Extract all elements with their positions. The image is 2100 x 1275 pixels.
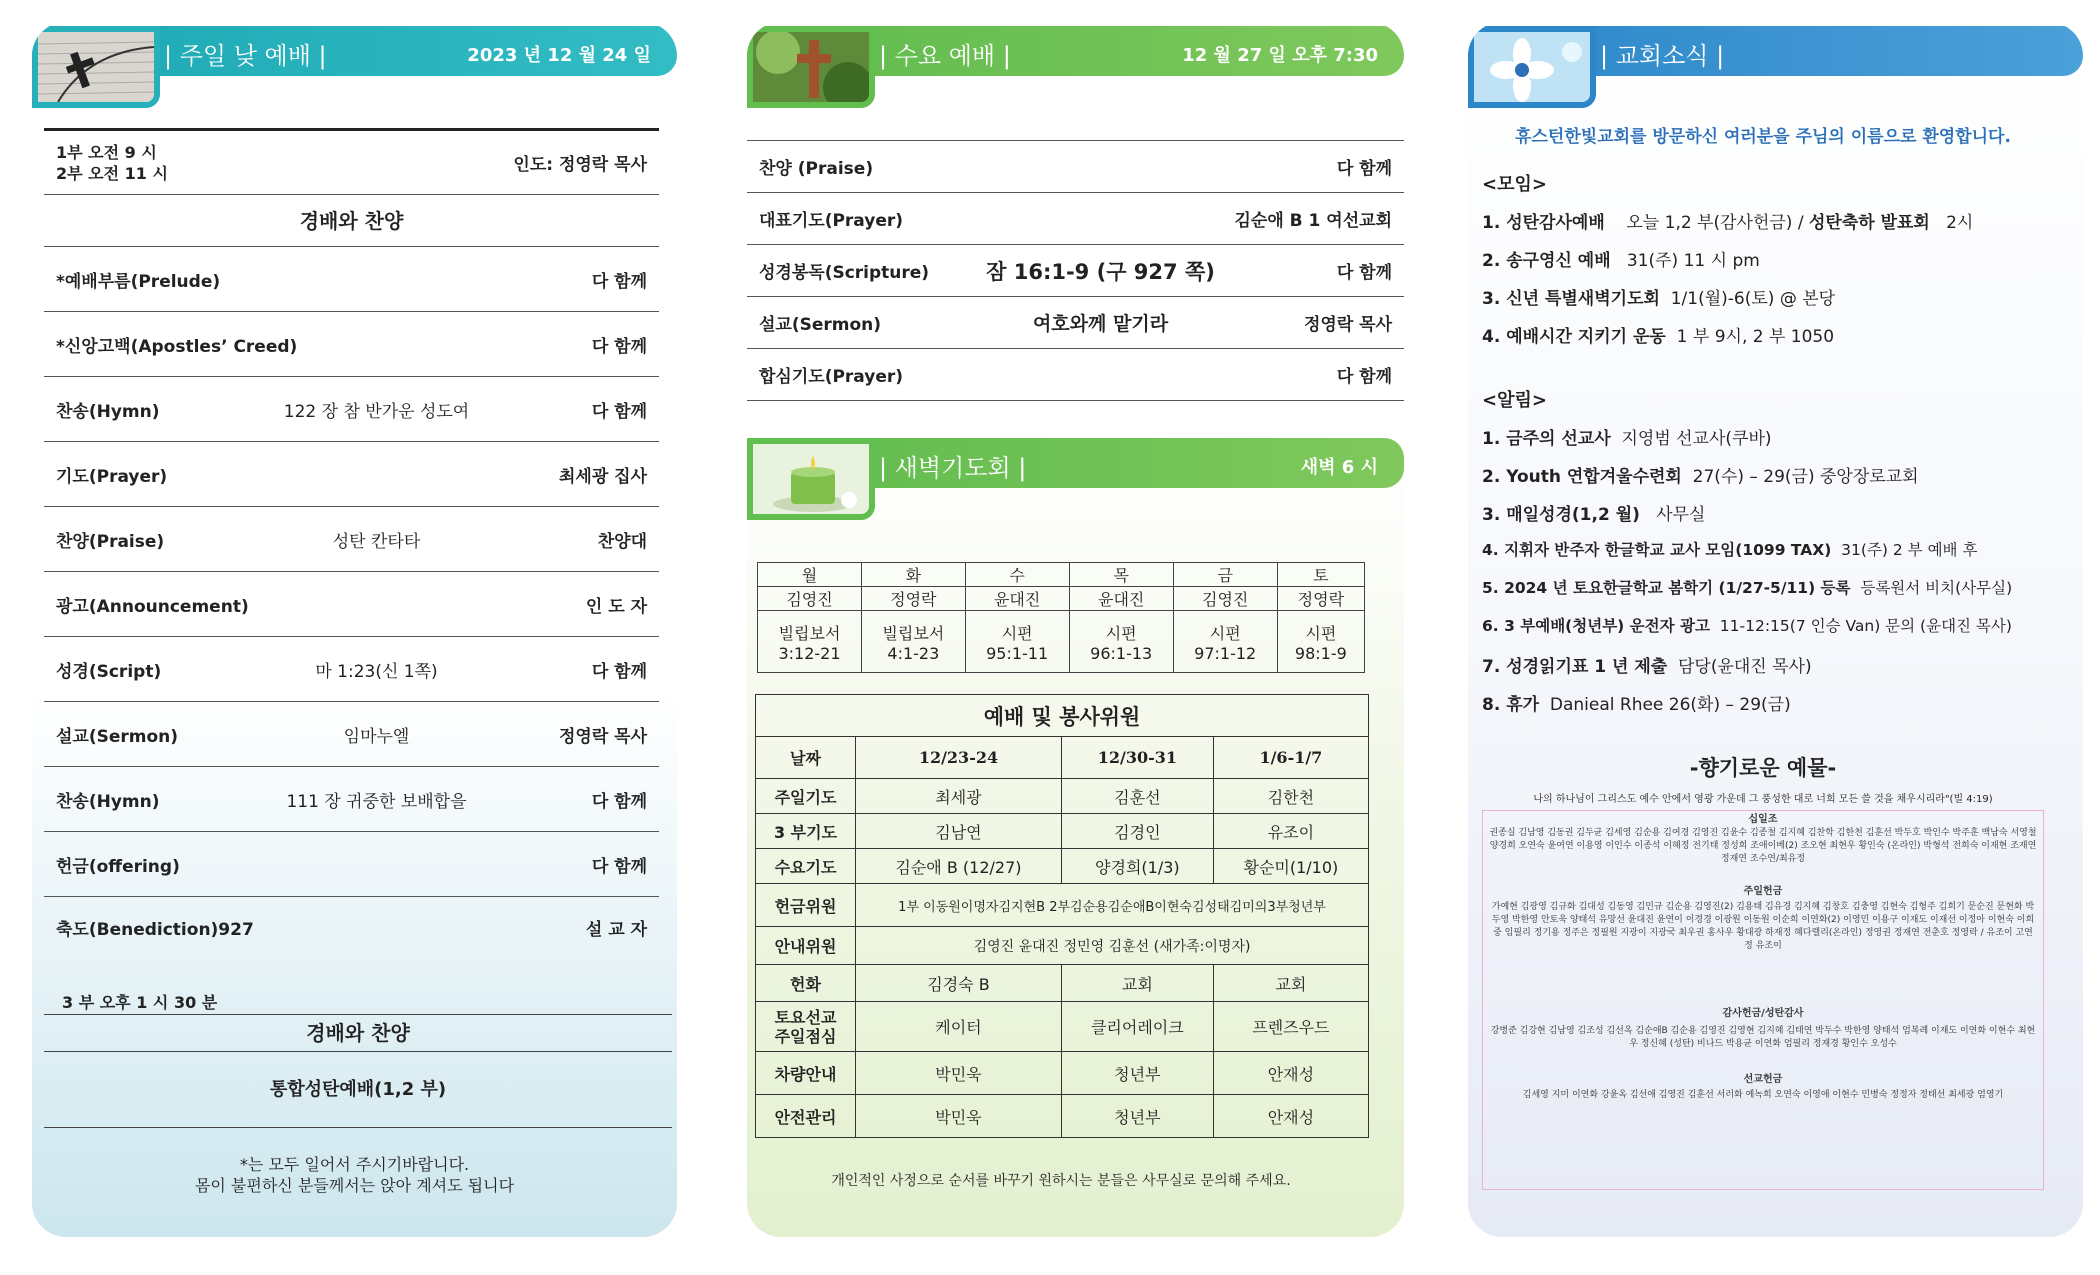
- standing-note: *는 모두 일어서 주시기바랍니다. 몸이 불편하신 분들께서는 앉아 계셔도 됩니다: [194, 1155, 515, 1195]
- notice-item: 7. 성경읽기표 1 년 제출 담당(윤대진 목사): [1482, 657, 1812, 677]
- flower-image: [1468, 26, 1596, 108]
- dawn-title: | 새벽기도회 |: [879, 454, 1027, 482]
- wed-item: 찬양 (Praise) 다 함께: [747, 141, 1404, 193]
- order-item: 기도(Prayer) 최세광 집사: [44, 442, 659, 507]
- wed-item: 합심기도(Prayer) 다 함께: [747, 349, 1404, 401]
- gathering-item: 1. 성탄감사예배 오늘 1,2 부(감사헌금) / 성탄축하 발표회 2시: [1482, 213, 1974, 233]
- sunday-service-panel: [32, 22, 677, 1237]
- wednesday-date: 12 월 27 일 오후 7:30: [1182, 45, 1378, 66]
- notice-item: 5. 2024 년 토요한글학교 봄학기 (1/27-5/11) 등록 등록원서 비치(사무실): [1482, 579, 2013, 597]
- sunday-offering-names: 가예현 김광영 김규화 김대성 김동영 김민규 김순용 김영진(2) 김용태 김유경 김지혜 김창호 김충영 김현숙 김형주 김희기 문순진 문현화 박두영 박한영 안토욱 양태석 유망선 윤대진 윤연이 이경경 이광원 이동원 이순희 이연화(2) 이영민 이용구 이재도 이재선 이정아 이현숙 이희중 임필리 정기용 정주은 정필원 지광이 지광국 최우권 홍사우 황대광 하재정 혜다렐리(온라인) 정영권 정재연 전춘호 정영락 / 유조이 고연정 유조이: [1491, 902, 2035, 951]
- dawn-leaders-row: 김영진 정영락 윤대진 윤대진 김영진 정영락: [758, 587, 1365, 611]
- combined-service: 통합성탄예배(1,2 부): [44, 1052, 672, 1128]
- table-row: 안전관리 박민욱 청년부 안재성: [756, 1095, 1369, 1138]
- wednesday-service-panel: [747, 22, 1404, 1237]
- wed-item: 설교(Sermon) 여호와께 맡기라 정영락 목사: [747, 297, 1404, 349]
- table-row: 헌화 김경숙 B 교회 교회: [756, 965, 1369, 1002]
- order-item: 찬송(Hymn) 122 장 참 반가운 성도여 다 함께: [44, 377, 659, 442]
- notice-item: 2. Youth 연합겨울수련회 27(수) – 29(금) 중앙장로교회: [1482, 467, 1919, 487]
- wooden-cross-image: [747, 26, 875, 108]
- service-time-2: 2부 오전 11 시: [56, 163, 168, 183]
- mission-offering-names: 김세영 지미 이연화 강윤옥 김선애 김영진 김훈선 서러화 예녹희 오연숙 이영애 이현수 민병숙 정정자 정태선 최세광 엄영기: [1522, 1090, 2004, 1100]
- third-service-time: 3 부 오후 1 시 30 분: [62, 993, 218, 1012]
- order-item: 광고(Announcement) 인 도 자: [44, 572, 659, 637]
- thanks-offering-names: 강병준 김강현 김남영 김조성 김선옥 김순애B 김순용 김영진 김영현 김지혜 김태연 박두수 박한영 양태석 엄복례 이재도 이연화 이현수 최현우 정신혜 (성탄) 비나드 박용균 이연화 엄필리 정재경 황인수 오성수: [1490, 1026, 2036, 1049]
- dawn-scripture-row: 빌립보서 3:12-21 빌립보서 4:1-23 시편 95:1-11 시편 96:1-13 시편 97:1-12 시편 98:1-9: [758, 611, 1365, 673]
- candle-image: [747, 438, 875, 520]
- sunday-offering-heading: 주일헌금: [1743, 886, 1783, 897]
- table-row: 차량안내 박민욱 청년부 안재성: [756, 1052, 1369, 1095]
- order-item: 축도(Benediction)927 설 교 자: [56, 919, 647, 940]
- worship-section-title: 경배와 찬양: [44, 195, 659, 247]
- notices-title: <알림>: [1482, 390, 1547, 411]
- leader: 인도: 정영락 목사: [513, 155, 647, 175]
- table-row: 헌금위원 1부 이동원이명자김지현B 2부김순용김순애B이현숙김성태김미의3부청년부: [756, 884, 1369, 927]
- sunday-title: | 주일 낮 예배 |: [164, 42, 327, 70]
- offering-title: -향기로운 예물-: [1689, 756, 1837, 780]
- notice-item: 3. 매일성경(1,2 월) 사무실: [1482, 505, 1706, 525]
- tithe-names: 권종실 김남영 김동권 김두균 김세영 김순용 김여경 김영진 김윤수 김종철 김지혜 김찬학 김한천 김훈선 박두호 박인수 박주훈 백남숙 서영철 양경희 오연숙 윤여연 이용영 이인수 이종석 이혜정 전기태 정성희 조애이베(2) 조오현 최현우 황인숙 (온라인) 박형석 전희숙 이재현 조재연 정재연 조수연/최유정: [1489, 828, 2037, 864]
- dawn-days-row: 월 화 수 목 금 토: [758, 563, 1365, 587]
- wed-item: 성경봉독(Scripture) 잠 16:1-9 (구 927 쪽) 다 함께: [747, 245, 1404, 297]
- volunteer-title: 예배 및 봉사위원: [756, 695, 1369, 737]
- table-row: 안내위원 김영진 윤대진 정민영 김훈선 (새가족:이명자): [756, 927, 1369, 965]
- notice-item: 4. 지휘자 반주자 한글학교 교사 모임(1099 TAX) 31(주) 2 부 예배 후: [1482, 541, 1978, 559]
- sunday-order-list: [44, 128, 659, 957]
- volunteer-footer-note: 개인적인 사정으로 순서를 바꾸기 원하시는 분들은 사무실로 문의해 주세요.: [831, 1173, 1291, 1189]
- notice-item: 8. 휴가 Danieal Rhee 26(화) – 29(금): [1482, 695, 1791, 715]
- third-service-section: 경배와 찬양: [44, 1014, 672, 1052]
- order-item: 헌금(offering) 다 함께: [44, 832, 659, 897]
- dawn-time: 새벽 6 시: [1300, 457, 1378, 478]
- wednesday-order-list: [747, 140, 1404, 401]
- gatherings-title: <모임>: [1482, 174, 1547, 195]
- notice-item: 6. 3 부예배(청년부) 운전자 광고 11-12:15(7 인승 Van) 문의 (윤대진 목사): [1482, 617, 2012, 635]
- table-row: 토요선교 주일점심 케이터 클리어레이크 프렌즈우드: [756, 1002, 1369, 1052]
- gathering-item: 2. 송구영신 예배 31(주) 11 시 pm: [1482, 251, 1760, 271]
- gathering-item: 4. 예배시간 지키기 운동 1 부 9시, 2 부 1050: [1482, 327, 1835, 347]
- offering-verse: 나의 하나님이 그리스도 예수 안에서 영광 가운데 그 풍성한 대로 너희 모든 쓸 것을 채우시리라"(빌 4:19): [1533, 794, 1993, 805]
- mission-offering-heading: 선교헌금: [1743, 1074, 1783, 1085]
- order-item: 찬양(Praise) 성탄 칸타타 찬양대: [44, 507, 659, 572]
- wednesday-title: | 수요 예배 |: [879, 42, 1011, 70]
- table-row: 주일기도 최세광 김훈선 김한천: [756, 779, 1369, 814]
- gathering-item: 3. 신년 특별새벽기도회 1/1(월)-6(토) @ 본당: [1482, 289, 1836, 309]
- service-time-1: 1부 오전 9 시: [56, 142, 157, 162]
- wed-item: 대표기도(Prayer) 김순애 B 1 여선교회: [747, 193, 1404, 245]
- church-news-panel: [1468, 22, 2083, 1237]
- volunteer-date-row: 날짜 12/23-24 12/30-31 1/6-1/7: [756, 737, 1369, 779]
- table-row: 수요기도 김순애 B (12/27) 양경희(1/3) 황순미(1/10): [756, 849, 1369, 884]
- order-item: *예배부름(Prelude) 다 함께: [44, 247, 659, 312]
- order-item: 성경(Script) 마 1:23(신 1쪽) 다 함께: [44, 637, 659, 702]
- offering-names-box: [1482, 810, 2044, 1190]
- welcome-text: 휴스턴한빛교회를 방문하신 여러분을 주님의 이름으로 환영합니다.: [1515, 127, 2011, 147]
- order-item: *신앙고백(Apostles’ Creed) 다 함께: [44, 312, 659, 377]
- thanks-offering-heading: 감사헌금/성탄감사: [1722, 1008, 1804, 1019]
- news-title: | 교회소식 |: [1600, 42, 1725, 70]
- dawn-schedule-table: [757, 562, 1365, 673]
- sunday-date: 2023 년 12 월 24 일: [467, 45, 651, 66]
- volunteer-table: [755, 694, 1369, 1138]
- bible-cross-image: [32, 26, 160, 108]
- tithe-heading: 십일조: [1748, 814, 1778, 825]
- order-item: 설교(Sermon) 임마누엘 정영락 목사: [44, 702, 659, 767]
- service-times-row: [44, 131, 659, 195]
- order-item: 찬송(Hymn) 111 장 귀중한 보배합을 다 함께: [44, 767, 659, 832]
- table-row: 3 부기도 김남연 김경인 유조이: [756, 814, 1369, 849]
- notice-item: 1. 금주의 선교사 지영범 선교사(쿠바): [1482, 429, 1772, 449]
